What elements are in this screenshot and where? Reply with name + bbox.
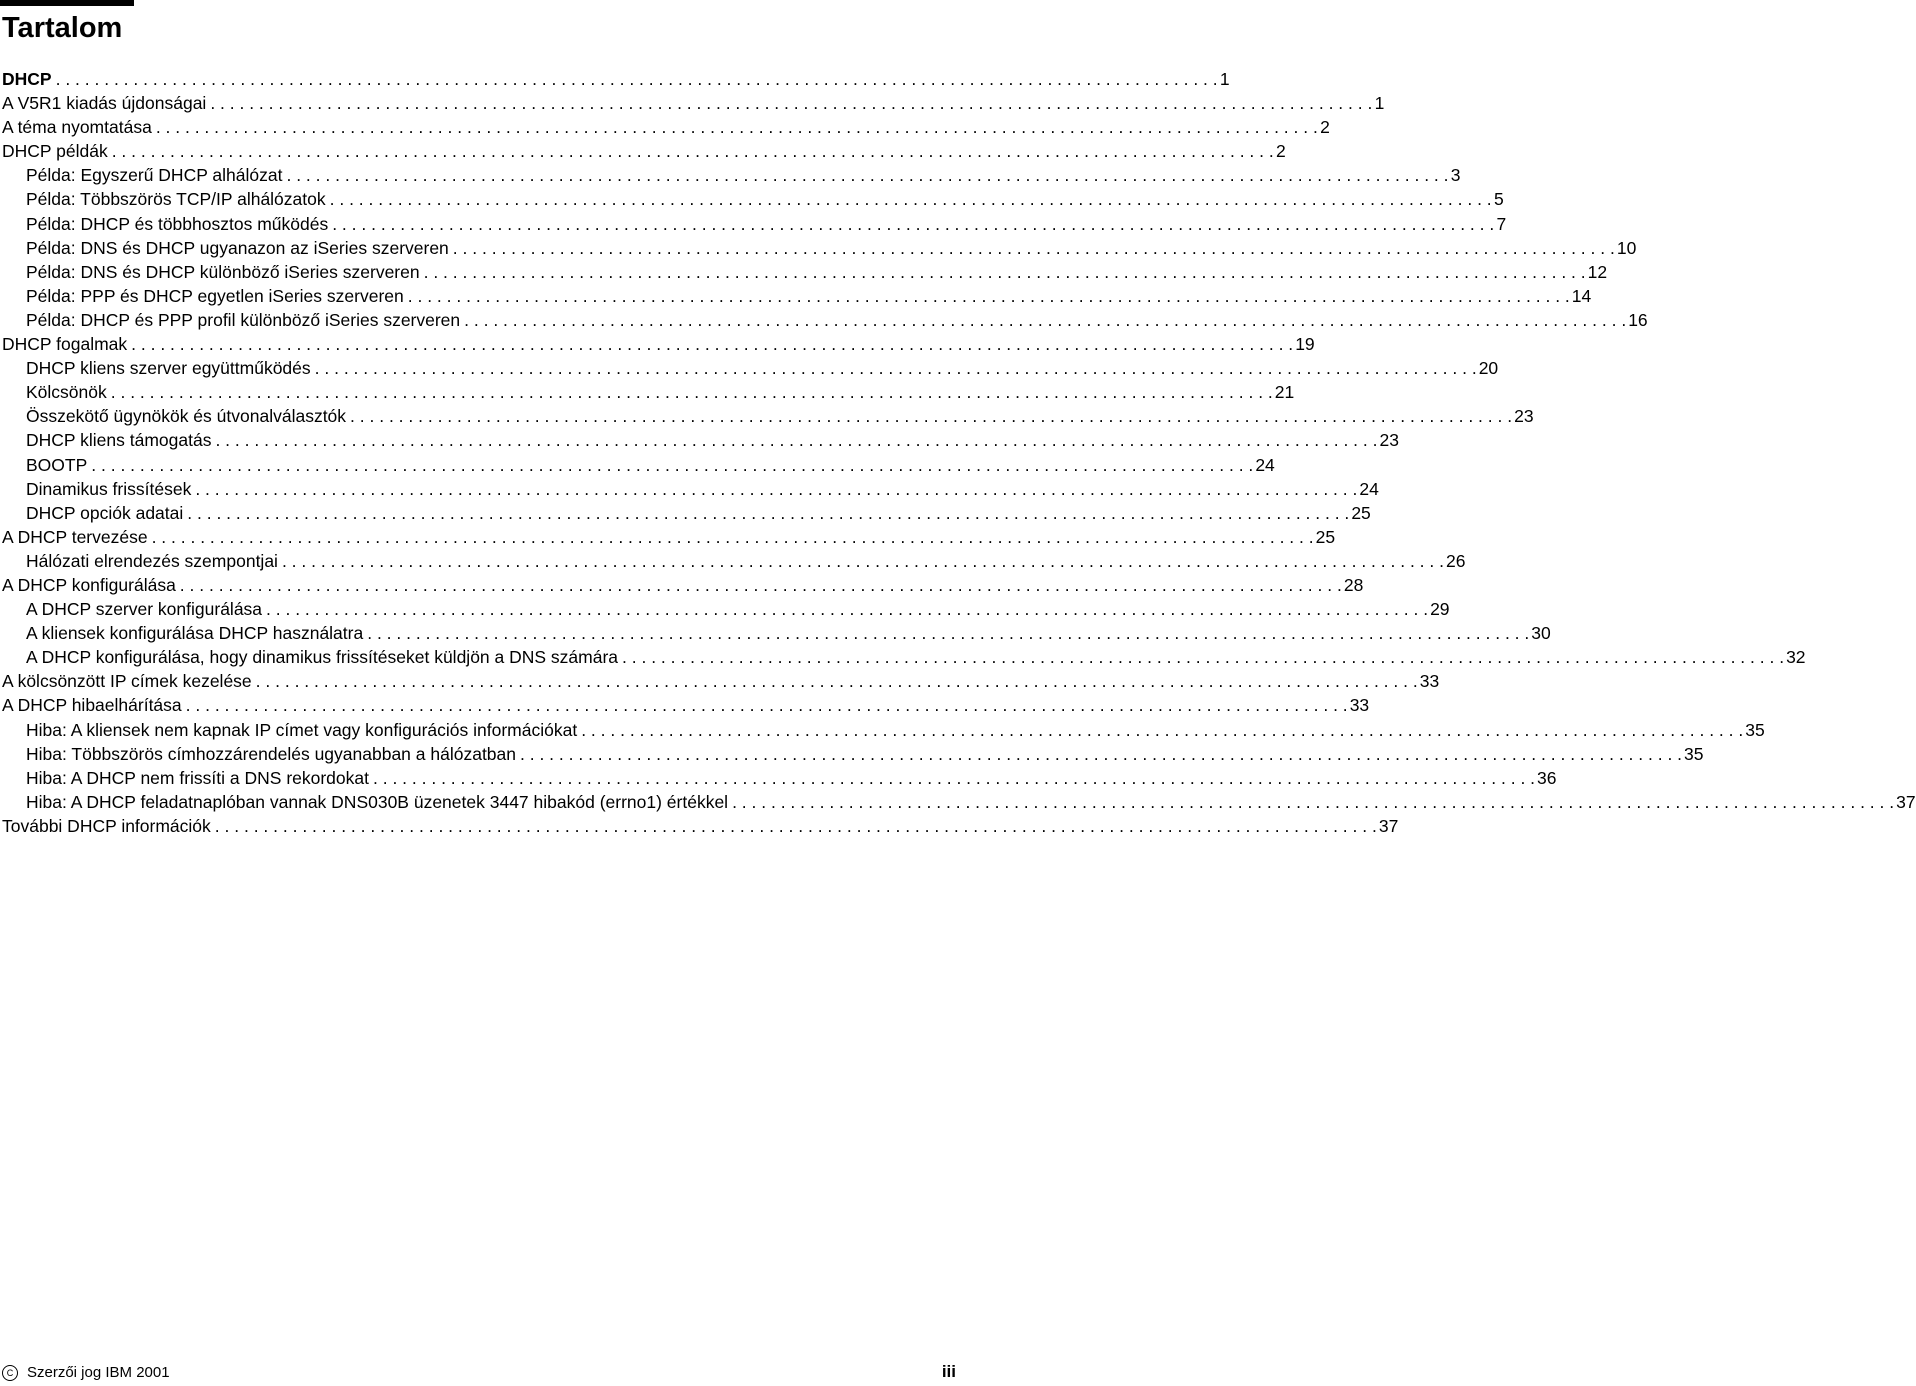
toc-entry[interactable] bbox=[2, 212, 1507, 236]
toc-entry[interactable] bbox=[2, 187, 1504, 211]
toc-dot-leader: . . . . . . . . . . . . . . . . . . . . . . . . . . . . . . . . . . . . . . . . . . . . . . . . . . . . . . . . . . . . . . . . . . . . . . . . . . . . . . . . . . . . . . . . . . . . . . . . . . . . . . . . . . . . . . . . . . . . . . . . bbox=[622, 647, 1785, 668]
toc-dot-leader: . . . . . . . . . . . . . . . . . . . . . . . . . . . . . . . . . . . . . . . . . . . . . . . . . . . . . . . . . . . . . . . . . . . . . . . . . . . . . . . . . . . . . . . . . . . . . . . . . . . . . . . . . . . . . . . . . . . . . . . . bbox=[195, 478, 1358, 499]
toc-entry-label[interactable]: Hiba: A kliensek nem kapnak IP címet vagy konfigurációs információkat bbox=[26, 719, 578, 740]
toc-dot-leader: . . . . . . . . . . . . . . . . . . . . . . . . . . . . . . . . . . . . . . . . . . . . . . . . . . . . . . . . . . . . . . . . . . . . . . . . . . . . . . . . . . . . . . . . . . . . . . . . . . . . . . . . . . . . . . . . . . . . . . . . bbox=[155, 117, 1318, 138]
toc-dot-leader: . . . . . . . . . . . . . . . . . . . . . . . . . . . . . . . . . . . . . . . . . . . . . . . . . . . . . . . . . . . . . . . . . . . . . . . . . . . . . . . . . . . . . . . . . . . . . . . . . . . . . . . . . . . . . . . . . . . . . . . . bbox=[55, 69, 1218, 89]
toc-entry[interactable] bbox=[2, 67, 1230, 91]
copyright-icon: C bbox=[2, 1365, 18, 1381]
toc-dot-leader: . . . . . . . . . . . . . . . . . . . . . . . . . . . . . . . . . . . . . . . . . . . . . . . . . . . . . . . . . . . . . . . . . . . . . . . . . . . . . . . . . . . . . . . . . . . . . . . . . . . . . . . . . . . . . . . . . . . . . . . . bbox=[187, 502, 1350, 523]
toc-entry[interactable] bbox=[2, 766, 1557, 790]
page-number: iii bbox=[941, 1362, 956, 1381]
toc-entry-page[interactable]: 37 bbox=[1378, 815, 1399, 836]
toc-entry-label[interactable]: DHCP kliens szerver együttműködés bbox=[26, 358, 311, 379]
toc-entry[interactable] bbox=[2, 139, 1286, 163]
toc-dot-leader: . . . . . . . . . . . . . . . . . . . . . . . . . . . . . . . . . . . . . . . . . . . . . . . . . . . . . . . . . . . . . . . . . . . . . . . . . . . . . . . . . . . . . . . . . . . . . . . . . . . . . . . . . . . . . . . . . . . . . . . . bbox=[423, 261, 1586, 282]
toc-entry[interactable] bbox=[2, 621, 1551, 645]
toc-dot-leader: . . . . . . . . . . . . . . . . . . . . . . . . . . . . . . . . . . . . . . . . . . . . . . . . . . . . . . . . . . . . . . . . . . . . . . . . . . . . . . . . . . . . . . . . . . . . . . . . . . . . . . . . . . . . . . . . . . . . . . . . bbox=[215, 430, 1378, 451]
toc-entry-page[interactable]: 23 bbox=[1379, 430, 1399, 451]
toc-entry-label[interactable]: Példa: DHCP és többhosztos működés bbox=[26, 213, 329, 234]
toc-entry-page[interactable]: 12 bbox=[1587, 261, 1608, 282]
toc-dot-leader: . . . . . . . . . . . . . . . . . . . . . . . . . . . . . . . . . . . . . . . . . . . . . . . . . . . . . . . . . . . . . . . . . . . . . . . . . . . . . . . . . . . . . . . . . . . . . . . . . . . . . . . . . . . . . . . . . . . . . . . . bbox=[111, 141, 1274, 162]
toc-entry-page[interactable]: 2 bbox=[1276, 141, 1286, 162]
toc-entry-label[interactable]: A DHCP konfigurálása bbox=[2, 574, 176, 595]
toc-entry[interactable] bbox=[2, 380, 1295, 404]
toc-dot-leader: . . . . . . . . . . . . . . . . . . . . . . . . . . . . . . . . . . . . . . . . . . . . . . . . . . . . . . . . . . . . . . . . . . . . . . . . . . . . . . . . . . . . . . . . . . . . . . . . . . . . . . . . . . . . . . . . . . . . . . . . bbox=[151, 526, 1314, 547]
toc-entry[interactable] bbox=[2, 284, 1592, 308]
toc-entry-page[interactable]: 3 bbox=[1450, 165, 1461, 186]
toc-entry-label[interactable]: A DHCP konfigurálása, hogy dinamikus frissítéseket küldjön a DNS számára bbox=[26, 647, 619, 668]
toc-dot-leader: . . . . . . . . . . . . . . . . . . . . . . . . . . . . . . . . . . . . . . . . . . . . . . . . . . . . . . . . . . . . . . . . . . . . . . . . . . . . . . . . . . . . . . . . . . . . . . . . . . . . . . . . . . . . . . . . . . . . . . . . bbox=[214, 815, 1377, 836]
toc-entry[interactable] bbox=[2, 404, 1534, 428]
toc-dot-leader: . . . . . . . . . . . . . . . . . . . . . . . . . . . . . . . . . . . . . . . . . . . . . . . . . . . . . . . . . . . . . . . . . . . . . . . . . . . . . . . . . . . . . . . . . . . . . . . . . . . . . . . . . . . . . . . . . . . . . . . . bbox=[281, 550, 1444, 571]
toc-dot-leader: . . . . . . . . . . . . . . . . . . . . . . . . . . . . . . . . . . . . . . . . . . . . . . . . . . . . . . . . . . . . . . . . . . . . . . . . . . . . . . . . . . . . . . . . . . . . . . . . . . . . . . . . . . . . . . . . . . . . . . . . bbox=[732, 791, 1895, 812]
toc-entry[interactable] bbox=[2, 693, 1370, 717]
toc-entry-page[interactable]: 24 bbox=[1359, 478, 1379, 499]
toc-entry[interactable] bbox=[2, 814, 1399, 838]
toc-entry-label[interactable]: Példa: PPP és DHCP egyetlen iSeries szerveren bbox=[26, 285, 404, 306]
toc-entry[interactable] bbox=[2, 742, 1704, 766]
toc-dot-leader: . . . . . . . . . . . . . . . . . . . . . . . . . . . . . . . . . . . . . . . . . . . . . . . . . . . . . . . . . . . . . . . . . . . . . . . . . . . . . . . . . . . . . . . . . . . . . . . . . . . . . . . . . . . . . . . . . . . . . . . . bbox=[185, 695, 1348, 716]
toc-entry-page[interactable]: 37 bbox=[1896, 791, 1916, 812]
toc-entry-page[interactable]: 5 bbox=[1493, 189, 1504, 210]
toc-dot-leader: . . . . . . . . . . . . . . . . . . . . . . . . . . . . . . . . . . . . . . . . . . . . . . . . . . . . . . . . . . . . . . . . . . . . . . . . . . . . . . . . . . . . . . . . . . . . . . . . . . . . . . . . . . . . . . . . . . . . . . . . bbox=[266, 599, 1429, 620]
toc-entry[interactable] bbox=[2, 428, 1399, 452]
toc-entry-label[interactable]: A V5R1 kiadás újdonságai bbox=[2, 93, 207, 114]
toc-dot-leader: . . . . . . . . . . . . . . . . . . . . . . . . . . . . . . . . . . . . . . . . . . . . . . . . . . . . . . . . . . . . . . . . . . . . . . . . . . . . . . . . . . . . . . . . . . . . . . . . . . . . . . . . . . . . . . . . . . . . . . . . bbox=[91, 454, 1254, 475]
toc-entry[interactable] bbox=[2, 308, 1648, 332]
toc-entry-label[interactable]: A DHCP hibaelhárítása bbox=[2, 695, 182, 716]
toc-entry-page[interactable]: 24 bbox=[1255, 454, 1275, 475]
toc-entry[interactable] bbox=[2, 790, 1916, 814]
toc-entry[interactable] bbox=[2, 597, 1450, 621]
toc-dot-leader: . . . . . . . . . . . . . . . . . . . . . . . . . . . . . . . . . . . . . . . . . . . . . . . . . . . . . . . . . . . . . . . . . . . . . . . . . . . . . . . . . . . . . . . . . . . . . . . . . . . . . . . . . . . . . . . . . . . . . . . . bbox=[452, 237, 1615, 258]
toc-entry-label[interactable]: Példa: Egyszerű DHCP alhálózat bbox=[26, 165, 283, 186]
toc-entry-page[interactable]: 28 bbox=[1343, 574, 1364, 595]
toc-entry[interactable] bbox=[2, 332, 1315, 356]
toc-dot-leader: . . . . . . . . . . . . . . . . . . . . . . . . . . . . . . . . . . . . . . . . . . . . . . . . . . . . . . . . . . . . . . . . . . . . . . . . . . . . . . . . . . . . . . . . . . . . . . . . . . . . . . . . . . . . . . . . . . . . . . . . bbox=[350, 406, 1513, 427]
toc-entry-page[interactable]: 7 bbox=[1496, 213, 1507, 234]
toc-entry-label[interactable]: DHCP kliens támogatás bbox=[26, 430, 212, 451]
toc-entry-label[interactable]: Kölcsönök bbox=[26, 382, 107, 403]
toc-entry-page[interactable]: 32 bbox=[1786, 647, 1806, 668]
toc-entry-label[interactable]: Hiba: A DHCP nem frissíti a DNS rekordokat bbox=[26, 767, 369, 788]
toc-entry-label[interactable]: További DHCP információk bbox=[2, 815, 211, 836]
toc-entry-page[interactable]: 1 bbox=[1219, 69, 1230, 89]
toc-entry-label[interactable]: Példa: Többszörös TCP/IP alhálózatok bbox=[26, 189, 326, 210]
toc-dot-leader: . . . . . . . . . . . . . . . . . . . . . . . . . . . . . . . . . . . . . . . . . . . . . . . . . . . . . . . . . . . . . . . . . . . . . . . . . . . . . . . . . . . . . . . . . . . . . . . . . . . . . . . . . . . . . . . . . . . . . . . . bbox=[332, 213, 1495, 234]
toc-entry-page[interactable]: 25 bbox=[1351, 502, 1371, 523]
toc-dot-leader: . . . . . . . . . . . . . . . . . . . . . . . . . . . . . . . . . . . . . . . . . . . . . . . . . . . . . . . . . . . . . . . . . . . . . . . . . . . . . . . . . . . . . . . . . . . . . . . . . . . . . . . . . . . . . . . . . . . . . . . . bbox=[210, 93, 1373, 114]
toc-entry[interactable] bbox=[2, 91, 1385, 115]
toc-entry-label[interactable]: Példa: DNS és DHCP ugyanazon az iSeries szerveren bbox=[26, 237, 449, 258]
toc-entry-label[interactable]: A téma nyomtatása bbox=[2, 117, 152, 138]
toc-entry-label[interactable]: A kölcsönzött IP címek kezelése bbox=[2, 671, 252, 692]
toc-entry-label[interactable]: Példa: DHCP és PPP profil különböző iSeries szerveren bbox=[26, 309, 461, 330]
toc-entry-page[interactable]: 14 bbox=[1571, 285, 1592, 306]
title-rule bbox=[0, 0, 134, 6]
toc-entry[interactable] bbox=[2, 718, 1765, 742]
toc-entry-label[interactable]: A kliensek konfigurálása DHCP használatra bbox=[26, 623, 364, 644]
toc-entry[interactable] bbox=[2, 573, 1364, 597]
toc-entry[interactable] bbox=[2, 260, 1608, 284]
toc-entry[interactable] bbox=[2, 501, 1371, 525]
toc-entry-page[interactable]: 19 bbox=[1295, 334, 1315, 355]
toc-entry-page[interactable]: 21 bbox=[1274, 382, 1295, 403]
toc-entry-page[interactable]: 36 bbox=[1537, 767, 1557, 788]
toc-dot-leader: . . . . . . . . . . . . . . . . . . . . . . . . . . . . . . . . . . . . . . . . . . . . . . . . . . . . . . . . . . . . . . . . . . . . . . . . . . . . . . . . . . . . . . . . . . . . . . . . . . . . . . . . . . . . . . . . . . . . . . . . bbox=[255, 671, 1418, 692]
toc-entry[interactable] bbox=[2, 356, 1499, 380]
toc-entry-label[interactable]: Hiba: A DHCP feladatnaplóban vannak DNS030B üzenetek 3447 hibakód (errno1) értékkel bbox=[26, 791, 729, 812]
toc-dot-leader: . . . . . . . . . . . . . . . . . . . . . . . . . . . . . . . . . . . . . . . . . . . . . . . . . . . . . . . . . . . . . . . . . . . . . . . . . . . . . . . . . . . . . . . . . . . . . . . . . . . . . . . . . . . . . . . . . . . . . . . . bbox=[367, 623, 1530, 644]
toc-dot-leader: . . . . . . . . . . . . . . . . . . . . . . . . . . . . . . . . . . . . . . . . . . . . . . . . . . . . . . . . . . . . . . . . . . . . . . . . . . . . . . . . . . . . . . . . . . . . . . . . . . . . . . . . . . . . . . . . . . . . . . . . bbox=[131, 334, 1294, 355]
toc-entry[interactable] bbox=[2, 163, 1461, 187]
toc-dot-leader: . . . . . . . . . . . . . . . . . . . . . . . . . . . . . . . . . . . . . . . . . . . . . . . . . . . . . . . . . . . . . . . . . . . . . . . . . . . . . . . . . . . . . . . . . . . . . . . . . . . . . . . . . . . . . . . . . . . . . . . . bbox=[286, 165, 1449, 186]
footer-copyright bbox=[2, 1363, 170, 1383]
copyright-text: Szerzői jog IBM 2001 bbox=[27, 1364, 170, 1381]
toc-entry[interactable] bbox=[2, 115, 1330, 139]
toc-entry-label[interactable]: DHCP opciók adatai bbox=[26, 502, 184, 523]
toc-entry-page[interactable]: 26 bbox=[1446, 550, 1466, 571]
toc-dot-leader: . . . . . . . . . . . . . . . . . . . . . . . . . . . . . . . . . . . . . . . . . . . . . . . . . . . . . . . . . . . . . . . . . . . . . . . . . . . . . . . . . . . . . . . . . . . . . . . . . . . . . . . . . . . . . . . . . . . . . . . . bbox=[464, 309, 1627, 330]
toc-entry[interactable] bbox=[2, 477, 1379, 501]
toc-entry[interactable] bbox=[2, 453, 1275, 477]
toc-entry-label[interactable]: Dinamikus frissítések bbox=[26, 478, 192, 499]
toc-entry-label[interactable]: A DHCP szerver konfigurálása bbox=[26, 599, 263, 620]
toc-entry-page[interactable]: 2 bbox=[1320, 117, 1330, 138]
toc-entry-page[interactable]: 30 bbox=[1531, 623, 1551, 644]
toc-entry-page[interactable]: 16 bbox=[1628, 309, 1648, 330]
toc-entry-label[interactable]: DHCP bbox=[2, 69, 52, 89]
toc-entry-page[interactable]: 1 bbox=[1374, 93, 1385, 114]
toc-entry-page[interactable]: 23 bbox=[1514, 406, 1534, 427]
toc-entry-page[interactable]: 10 bbox=[1616, 237, 1637, 258]
toc-dot-leader: . . . . . . . . . . . . . . . . . . . . . . . . . . . . . . . . . . . . . . . . . . . . . . . . . . . . . . . . . . . . . . . . . . . . . . . . . . . . . . . . . . . . . . . . . . . . . . . . . . . . . . . . . . . . . . . . . . . . . . . . bbox=[329, 189, 1492, 210]
toc-dot-leader: . . . . . . . . . . . . . . . . . . . . . . . . . . . . . . . . . . . . . . . . . . . . . . . . . . . . . . . . . . . . . . . . . . . . . . . . . . . . . . . . . . . . . . . . . . . . . . . . . . . . . . . . . . . . . . . . . . . . . . . . bbox=[407, 285, 1570, 306]
toc-dot-leader: . . . . . . . . . . . . . . . . . . . . . . . . . . . . . . . . . . . . . . . . . . . . . . . . . . . . . . . . . . . . . . . . . . . . . . . . . . . . . . . . . . . . . . . . . . . . . . . . . . . . . . . . . . . . . . . . . . . . . . . . bbox=[179, 574, 1342, 595]
toc-entry-page[interactable]: 20 bbox=[1478, 358, 1499, 379]
toc-entry-label[interactable]: DHCP példák bbox=[2, 141, 108, 162]
page-title: Tartalom bbox=[2, 12, 123, 44]
table-of-contents bbox=[2, 67, 1916, 838]
toc-entry[interactable] bbox=[2, 645, 1806, 669]
toc-entry[interactable] bbox=[2, 236, 1637, 260]
toc-entry-page[interactable]: 25 bbox=[1315, 526, 1336, 547]
toc-entry-label[interactable]: BOOTP bbox=[26, 454, 88, 475]
toc-entry-label[interactable]: Összekötő ügynökök és útvonalválasztók bbox=[26, 406, 347, 427]
toc-dot-leader: . . . . . . . . . . . . . . . . . . . . . . . . . . . . . . . . . . . . . . . . . . . . . . . . . . . . . . . . . . . . . . . . . . . . . . . . . . . . . . . . . . . . . . . . . . . . . . . . . . . . . . . . . . . . . . . . . . . . . . . . bbox=[373, 767, 1536, 788]
toc-dot-leader: . . . . . . . . . . . . . . . . . . . . . . . . . . . . . . . . . . . . . . . . . . . . . . . . . . . . . . . . . . . . . . . . . . . . . . . . . . . . . . . . . . . . . . . . . . . . . . . . . . . . . . . . . . . . . . . . . . . . . . . . bbox=[520, 743, 1683, 764]
toc-dot-leader: . . . . . . . . . . . . . . . . . . . . . . . . . . . . . . . . . . . . . . . . . . . . . . . . . . . . . . . . . . . . . . . . . . . . . . . . . . . . . . . . . . . . . . . . . . . . . . . . . . . . . . . . . . . . . . . . . . . . . . . . bbox=[110, 382, 1273, 403]
toc-entry[interactable] bbox=[2, 549, 1466, 573]
toc-entry-label[interactable]: Hálózati elrendezés szempontjai bbox=[26, 550, 278, 571]
toc-entry-page[interactable]: 33 bbox=[1349, 695, 1370, 716]
toc-entry-label[interactable]: DHCP fogalmak bbox=[2, 334, 128, 355]
toc-entry[interactable] bbox=[2, 525, 1336, 549]
toc-entry-label[interactable]: Hiba: Többszörös címhozzárendelés ugyanabban a hálózatban bbox=[26, 743, 516, 764]
toc-entry-page[interactable]: 35 bbox=[1745, 719, 1765, 740]
toc-entry-page[interactable]: 33 bbox=[1419, 671, 1440, 692]
toc-dot-leader: . . . . . . . . . . . . . . . . . . . . . . . . . . . . . . . . . . . . . . . . . . . . . . . . . . . . . . . . . . . . . . . . . . . . . . . . . . . . . . . . . . . . . . . . . . . . . . . . . . . . . . . . . . . . . . . . . . . . . . . . bbox=[314, 358, 1477, 379]
toc-dot-leader: . . . . . . . . . . . . . . . . . . . . . . . . . . . . . . . . . . . . . . . . . . . . . . . . . . . . . . . . . . . . . . . . . . . . . . . . . . . . . . . . . . . . . . . . . . . . . . . . . . . . . . . . . . . . . . . . . . . . . . . . bbox=[581, 719, 1744, 740]
toc-entry-page[interactable]: 29 bbox=[1430, 599, 1450, 620]
toc-entry-label[interactable]: Példa: DNS és DHCP különböző iSeries szerveren bbox=[26, 261, 420, 282]
toc-entry[interactable] bbox=[2, 669, 1440, 693]
toc-entry-label[interactable]: A DHCP tervezése bbox=[2, 526, 148, 547]
toc-entry-page[interactable]: 35 bbox=[1684, 743, 1704, 764]
